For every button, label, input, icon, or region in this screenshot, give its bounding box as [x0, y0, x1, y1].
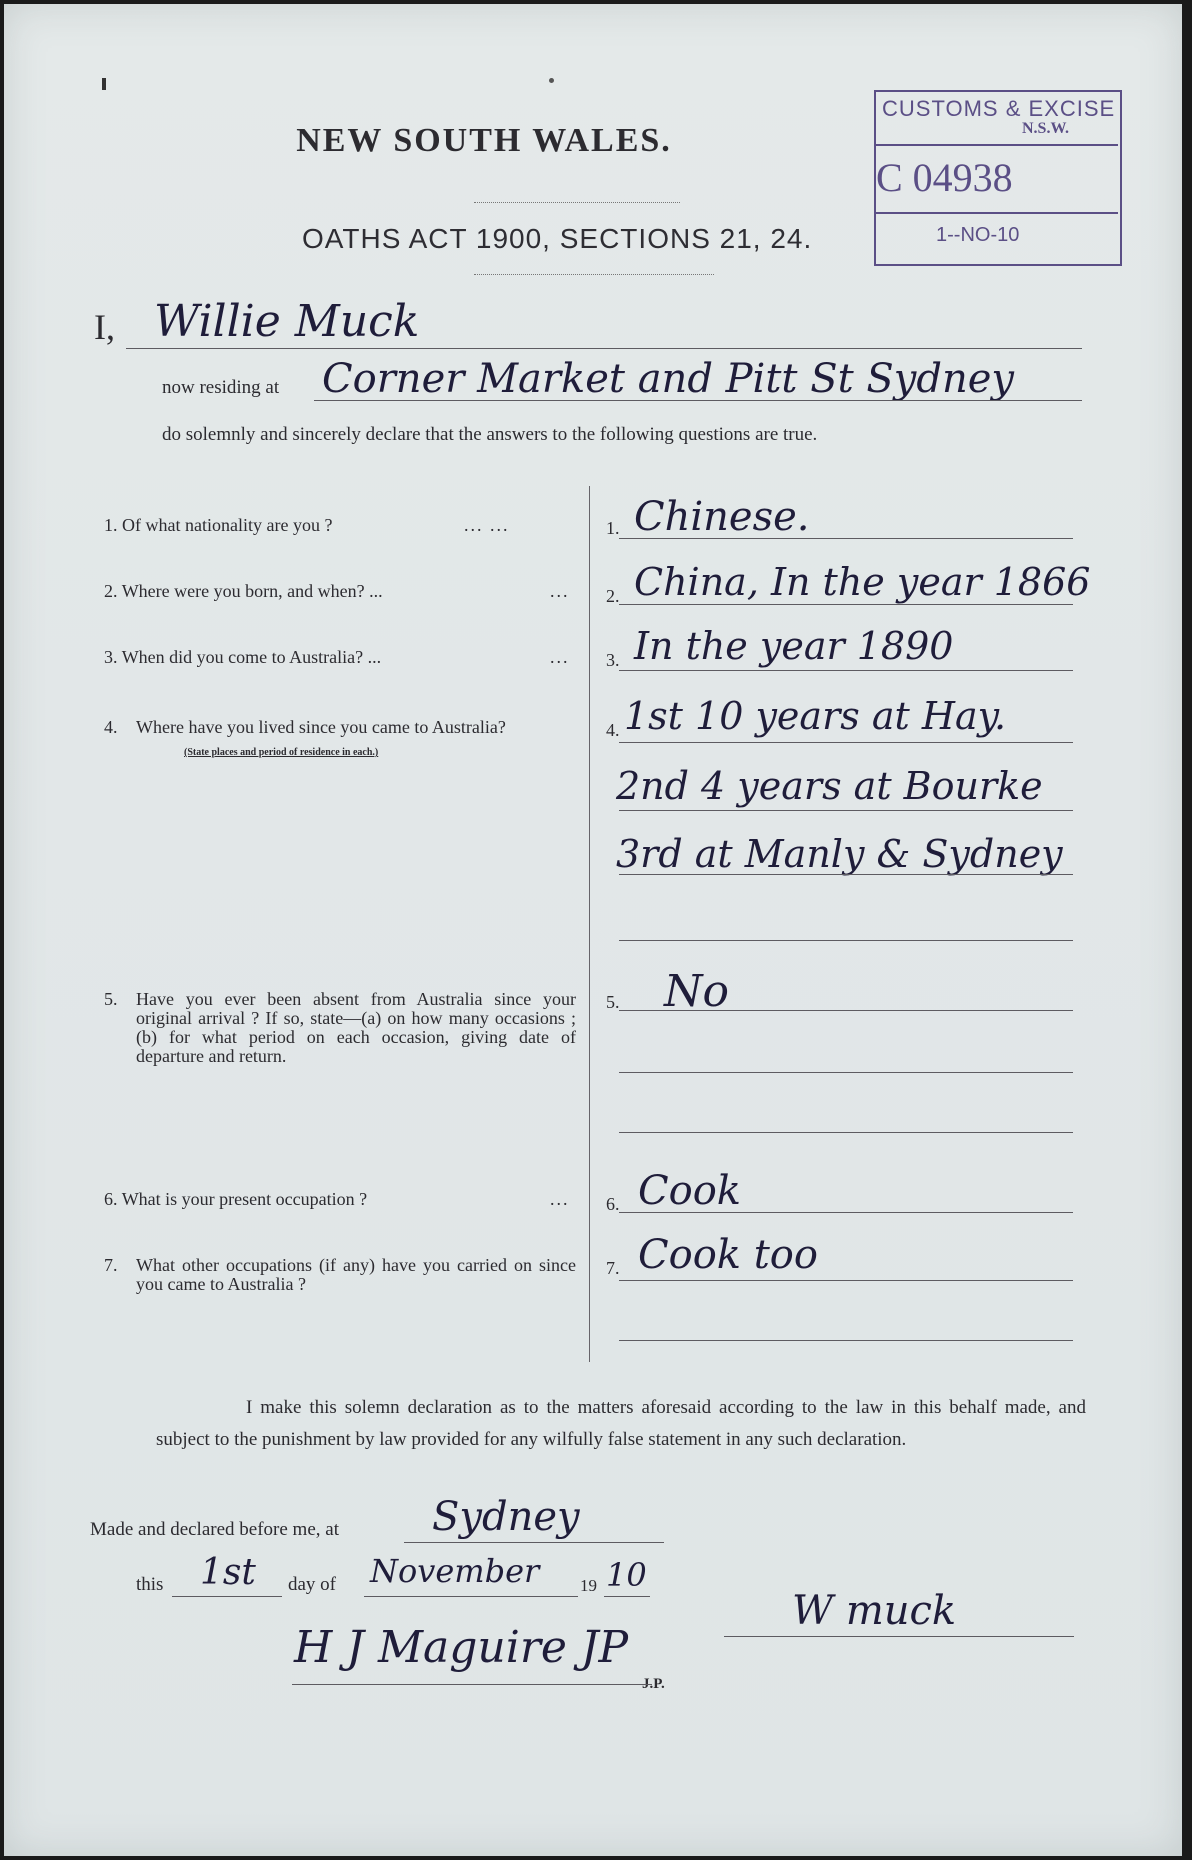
- declarant-name: Willie Muck: [154, 296, 420, 347]
- leader-dots: ... ...: [464, 515, 510, 535]
- question-number: 2.: [104, 581, 118, 601]
- answer-line: [619, 940, 1073, 941]
- question-7: [104, 1256, 584, 1294]
- answer-label: 2.: [606, 586, 620, 606]
- question-4: [104, 718, 584, 762]
- ink-mark: [549, 78, 554, 83]
- answer-label: 7.: [606, 1258, 620, 1278]
- question-number: 3.: [104, 647, 118, 667]
- answer-line: [619, 1280, 1073, 1281]
- answer-line: [619, 538, 1073, 539]
- leader-dots: ...: [550, 647, 570, 667]
- leader-dots: ...: [550, 581, 570, 601]
- answer-line: [619, 670, 1073, 671]
- question-5: [104, 990, 584, 1066]
- question-number: 6.: [104, 1189, 118, 1209]
- answer-1: Chinese.: [634, 494, 810, 540]
- answer-4: 1st 10 years at Hay.: [624, 694, 1007, 738]
- question-note: (State places and period of residence in each.): [184, 747, 379, 758]
- day-of-label: day of: [288, 1574, 337, 1595]
- title-divider: [474, 202, 680, 203]
- answer-line: [619, 604, 1073, 605]
- declaration-text: do solemnly and sincerely declare that the answers to the following questions are true.: [162, 424, 818, 445]
- question-text: What is your present occupation ?: [121, 1189, 368, 1209]
- page-title: NEW SOUTH WALES.: [296, 122, 672, 159]
- answer-label: 6.: [606, 1194, 620, 1214]
- answer-5: No: [664, 966, 729, 1017]
- answer-6: Cook: [638, 1168, 742, 1214]
- this-label: this: [136, 1574, 164, 1595]
- residence-line: [314, 400, 1082, 401]
- answer-7: Cook too: [638, 1232, 818, 1278]
- leader-dots: ...: [550, 1189, 570, 1209]
- stamp-rule: [874, 144, 1118, 146]
- name-line: [126, 348, 1082, 349]
- residence-value: Corner Market and Pitt St Sydney: [322, 356, 1015, 402]
- answer-2: China, In the year 1866: [634, 560, 1091, 604]
- month-line: [364, 1596, 578, 1597]
- question-text: Where have you lived since you came to Australia?: [136, 717, 506, 737]
- question-text: Of what nationality are you ?: [122, 515, 333, 535]
- declared-month: November: [370, 1552, 540, 1590]
- question-6: [104, 1190, 584, 1209]
- subtitle-divider: [474, 274, 714, 275]
- answer-line: [619, 1132, 1073, 1133]
- made-declared-label: Made and declared before me, at: [90, 1519, 339, 1540]
- customs-stamp: [874, 90, 1122, 266]
- answer-4-line-3: 3rd at Manly & Sydney: [616, 832, 1063, 876]
- answer-line: [619, 1010, 1073, 1011]
- answer-4-line-2: 2nd 4 years at Bourke: [616, 764, 1043, 808]
- question-number: 5.: [104, 989, 118, 1009]
- jp-label: J.P.: [642, 1676, 665, 1692]
- declared-day: 1st: [200, 1552, 256, 1593]
- ink-mark: [102, 78, 106, 90]
- answer-line: [619, 874, 1073, 875]
- answer-label: 4.: [606, 720, 620, 740]
- signature-line: [724, 1636, 1074, 1637]
- year-line: [604, 1596, 650, 1597]
- answer-line: [619, 810, 1073, 811]
- stamp-number: C 04938: [876, 155, 1013, 200]
- question-text: Have you ever been absent from Australia since your original arrival ? If so, state—(a) on how many occasions ; (b) for what period on each occasion, giving date of departure and return.: [136, 989, 576, 1066]
- declaration-form: [4, 4, 1182, 1856]
- question-3: [104, 648, 584, 667]
- question-1: [104, 516, 584, 535]
- declarant-prefix: I,: [94, 307, 115, 347]
- witness-signature: H J Maguire JP: [294, 1622, 629, 1673]
- stamp-date: 1--NO-10: [936, 224, 1020, 246]
- column-divider: [589, 486, 590, 1362]
- solemn-declaration: I make this solemn declaration as to the matters aforesaid according to the law in this behalf made, and subject to the punishment by law provided for any wilfully false statement in any such declaration.: [156, 1397, 1086, 1450]
- declarant-signature: W muck: [792, 1588, 957, 1634]
- stamp-heading: CUSTOMS & EXCISE: [882, 96, 1116, 121]
- declared-year: 10: [606, 1556, 647, 1594]
- answer-label: 3.: [606, 650, 620, 670]
- page-subtitle: OATHS ACT 1900, SECTIONS 21, 24.: [302, 223, 813, 254]
- answer-line: [619, 1340, 1073, 1341]
- question-text: What other occupations (if any) have you carried on since you came to Australia ?: [136, 1255, 576, 1294]
- declared-place: Sydney: [432, 1494, 580, 1540]
- stamp-state: N.S.W.: [1022, 120, 1069, 137]
- witness-line: [292, 1684, 652, 1685]
- question-number: 1.: [104, 515, 118, 535]
- answer-3: In the year 1890: [634, 624, 954, 668]
- question-text: When did you come to Australia? ...: [121, 647, 382, 667]
- stamp-rule: [874, 212, 1118, 214]
- answer-line: [619, 1212, 1073, 1213]
- answer-label: 5.: [606, 992, 620, 1012]
- day-line: [172, 1596, 282, 1597]
- question-2: [104, 582, 584, 601]
- question-number: 4.: [104, 717, 118, 737]
- answer-label: 1.: [606, 518, 620, 538]
- answer-line: [619, 1072, 1073, 1073]
- question-number: 7.: [104, 1255, 118, 1275]
- answer-line: [619, 742, 1073, 743]
- year-prefix: 19: [580, 1576, 597, 1595]
- residing-label: now residing at: [162, 377, 280, 398]
- place-line: [404, 1542, 664, 1543]
- question-text: Where were you born, and when? ...: [121, 581, 383, 601]
